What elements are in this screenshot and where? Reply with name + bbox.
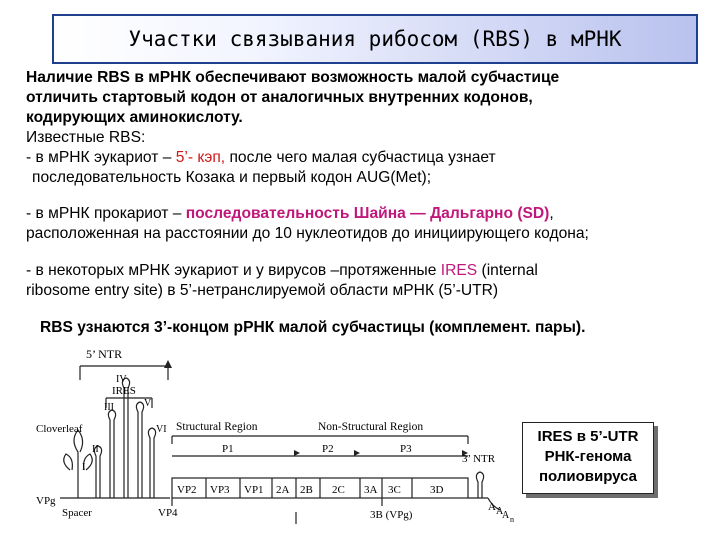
diagram-arrowheads bbox=[164, 360, 468, 456]
ires-term: IRES bbox=[440, 262, 478, 279]
known-rbs-heading: Известные RBS: bbox=[26, 129, 146, 146]
p2-label: P2 bbox=[322, 443, 334, 455]
gene-vp2: VP2 bbox=[177, 484, 197, 496]
caption-line-1: IRES в 5’-UTR bbox=[537, 428, 639, 445]
gene-3a: 3A bbox=[364, 484, 378, 496]
domain-label-i: I bbox=[82, 462, 86, 473]
domain-label-vi: VI bbox=[156, 424, 167, 435]
ntr5-label: 5’ NTR bbox=[86, 347, 123, 361]
gene-vp1: VP1 bbox=[244, 484, 264, 496]
intro-line-1: Наличие RBS в мРНК обеспечивают возможность малой субчастице bbox=[26, 69, 560, 86]
polya-label-end: A bbox=[502, 510, 510, 521]
gene-vp3: VP3 bbox=[210, 484, 230, 496]
slide-title: Участки связывания рибосом (RBS) в мРНК bbox=[128, 27, 622, 51]
shine-dalgarno-term: последовательность Шайна — Дальгарно (SD) bbox=[185, 205, 550, 222]
intro-line-2: отличить стартовый кодон от аналогичных внутренних кодонов, bbox=[26, 89, 533, 106]
gene-2b: 2B bbox=[300, 484, 313, 496]
summary-line: RBS узнаются 3’-концом рРНК малой субчастицы (комплемент. пары). bbox=[40, 319, 586, 336]
prokaryote-comma: , bbox=[549, 205, 554, 222]
eukaryote-line-2: последовательность Козака и первый кодон AUG(Met); bbox=[32, 169, 432, 186]
nonstructural-region-label: Non-Structural Region bbox=[318, 421, 424, 433]
polya-label-n: n bbox=[510, 515, 514, 524]
caption-box bbox=[522, 422, 654, 494]
p1-label: P1 bbox=[222, 443, 234, 455]
eukaryote-prefix: - в мРНК эукариот – bbox=[26, 149, 176, 166]
ires-label: IRES bbox=[112, 385, 136, 397]
domain-iii-stem bbox=[108, 410, 115, 498]
gene-3d: 3D bbox=[430, 484, 444, 496]
cloverleaf-label: Cloverleaf bbox=[36, 423, 83, 435]
prokaryote-prefix: - в мРНК прокариот – bbox=[26, 205, 186, 222]
ires-prefix: - в некоторых мРНК эукариот и у вирусов –протяженные bbox=[26, 262, 441, 279]
domain-label-iv: IV bbox=[116, 374, 127, 385]
vpg-3b-label: 3B (VPg) bbox=[370, 509, 413, 521]
spacer-label: Spacer bbox=[62, 507, 92, 519]
ires-line-2: ribosome entry site) в 5’-нетранслируемой области мРНК (5’-UTR) bbox=[26, 282, 499, 299]
ires-rest: (internal bbox=[477, 262, 538, 279]
gene-2a: 2A bbox=[276, 484, 290, 496]
ntr5-arrowhead bbox=[164, 360, 172, 368]
structural-region-label: Structural Region bbox=[176, 421, 258, 433]
domain-vi-stem bbox=[148, 428, 155, 498]
domain-label-iii: III bbox=[104, 402, 114, 413]
domain-label-v: V bbox=[144, 398, 152, 409]
gene-3c: 3C bbox=[388, 484, 401, 496]
vp4-label: VP4 bbox=[158, 507, 178, 519]
caption-line-2: РНК-генома bbox=[544, 448, 632, 465]
domain-label-ii: II bbox=[92, 444, 99, 455]
eukaryote-rest: после чего малая субчастица узнает bbox=[225, 149, 496, 166]
domain-v-stem bbox=[136, 402, 143, 498]
cloverleaf-loop-left bbox=[64, 454, 73, 470]
ntr3-stem bbox=[476, 472, 483, 498]
ntr3-label: 3’ NTR bbox=[462, 453, 496, 465]
polya-label-sub: A bbox=[496, 506, 504, 517]
p2-arrowhead bbox=[354, 450, 360, 456]
vpg-label: VPg bbox=[36, 495, 56, 507]
intro-line-3: кодирующих аминокислоту. bbox=[26, 109, 243, 126]
gene-2c: 2C bbox=[332, 484, 345, 496]
p3-label: P3 bbox=[400, 443, 412, 455]
p1-arrowhead bbox=[294, 450, 300, 456]
cap-term: 5’- кэп, bbox=[175, 149, 226, 166]
prokaryote-line-2: расположенная на расстоянии до 10 нуклеотидов до инициирующего кодона; bbox=[26, 225, 589, 242]
caption-line-3: полиовируса bbox=[538, 468, 637, 485]
polya-label: A bbox=[488, 501, 496, 513]
